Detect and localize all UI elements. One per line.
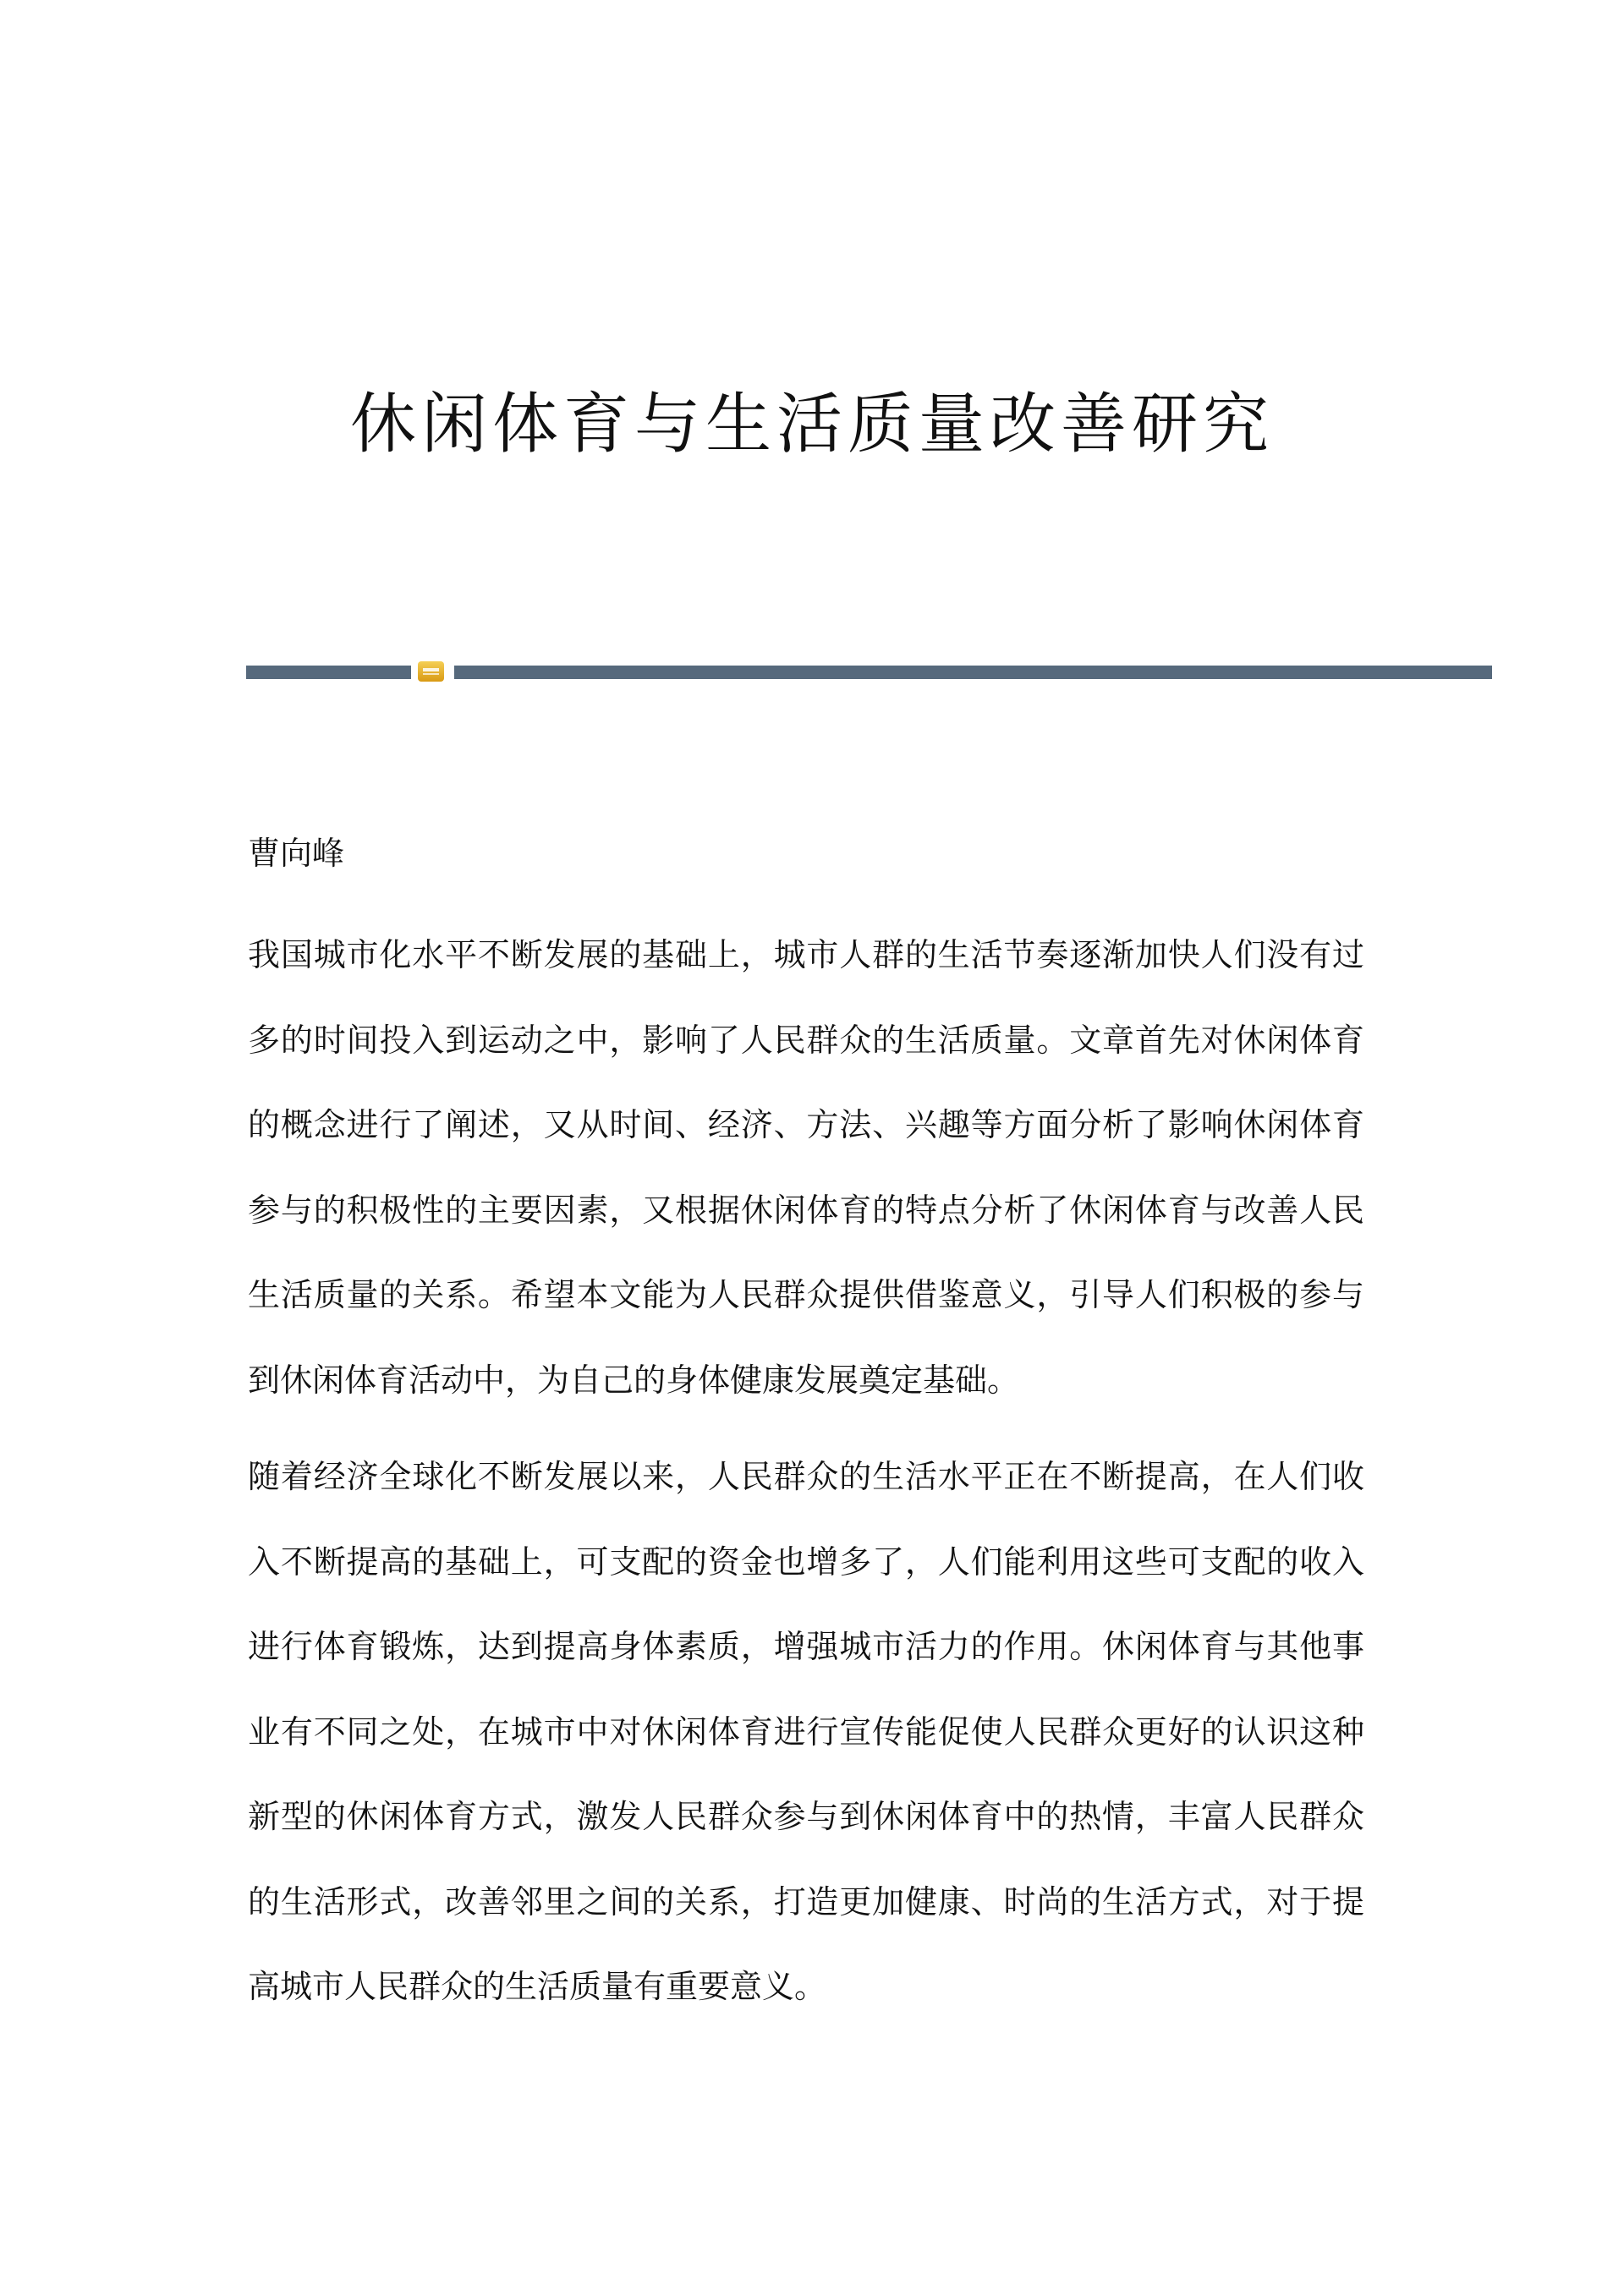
abstract-paragraph: 我国城市化水平不断发展的基础上，城市人群的生活节奏逐渐加快人们没有过多的时间投入到运动之中，影响了人民群众的生活质量。文章首先对休闲体育的概念进行了阐述，又从时间、经济、方法、兴趣等方面分析了影响休闲体育参与的积极性的主要因素，又根据休闲体育的特点分析了休闲体育与改善人民生活质量的关系。希望本文能为人民群众提供借鉴意义，引导人们积极的参与到休闲体育活动中，为自己的身体健康发展奠定基础。 [248,936,1364,1399]
title-divider-left [246,666,411,679]
intro-paragraph: 随着经济全球化不断发展以来，人民群众的生活水平正在不断提高，在人们收入不断提高的基础上，可支配的资金也增多了，人们能利用这些可支配的收入进行体育锻炼，达到提高身体素质，增强城市活力的作用。休闲体育与其他事业有不同之处，在城市中对休闲体育进行宣传能促使人民群众更好的认识这种新型的休闲体育方式，激发人民群众参与到休闲体育中的热情，丰富人民群众的生活形式，改善邻里之间的关系，打造更加健康、时尚的生活方式，对于提高城市人民群众的生活质量有重要意义。 [248,1458,1364,2005]
title-divider-right [454,666,1492,679]
author-name: 曹向峰 [248,835,345,872]
page-title: 休闲体育与生活质量改善研究 [349,386,1274,463]
divider-emblem-icon [418,661,444,682]
